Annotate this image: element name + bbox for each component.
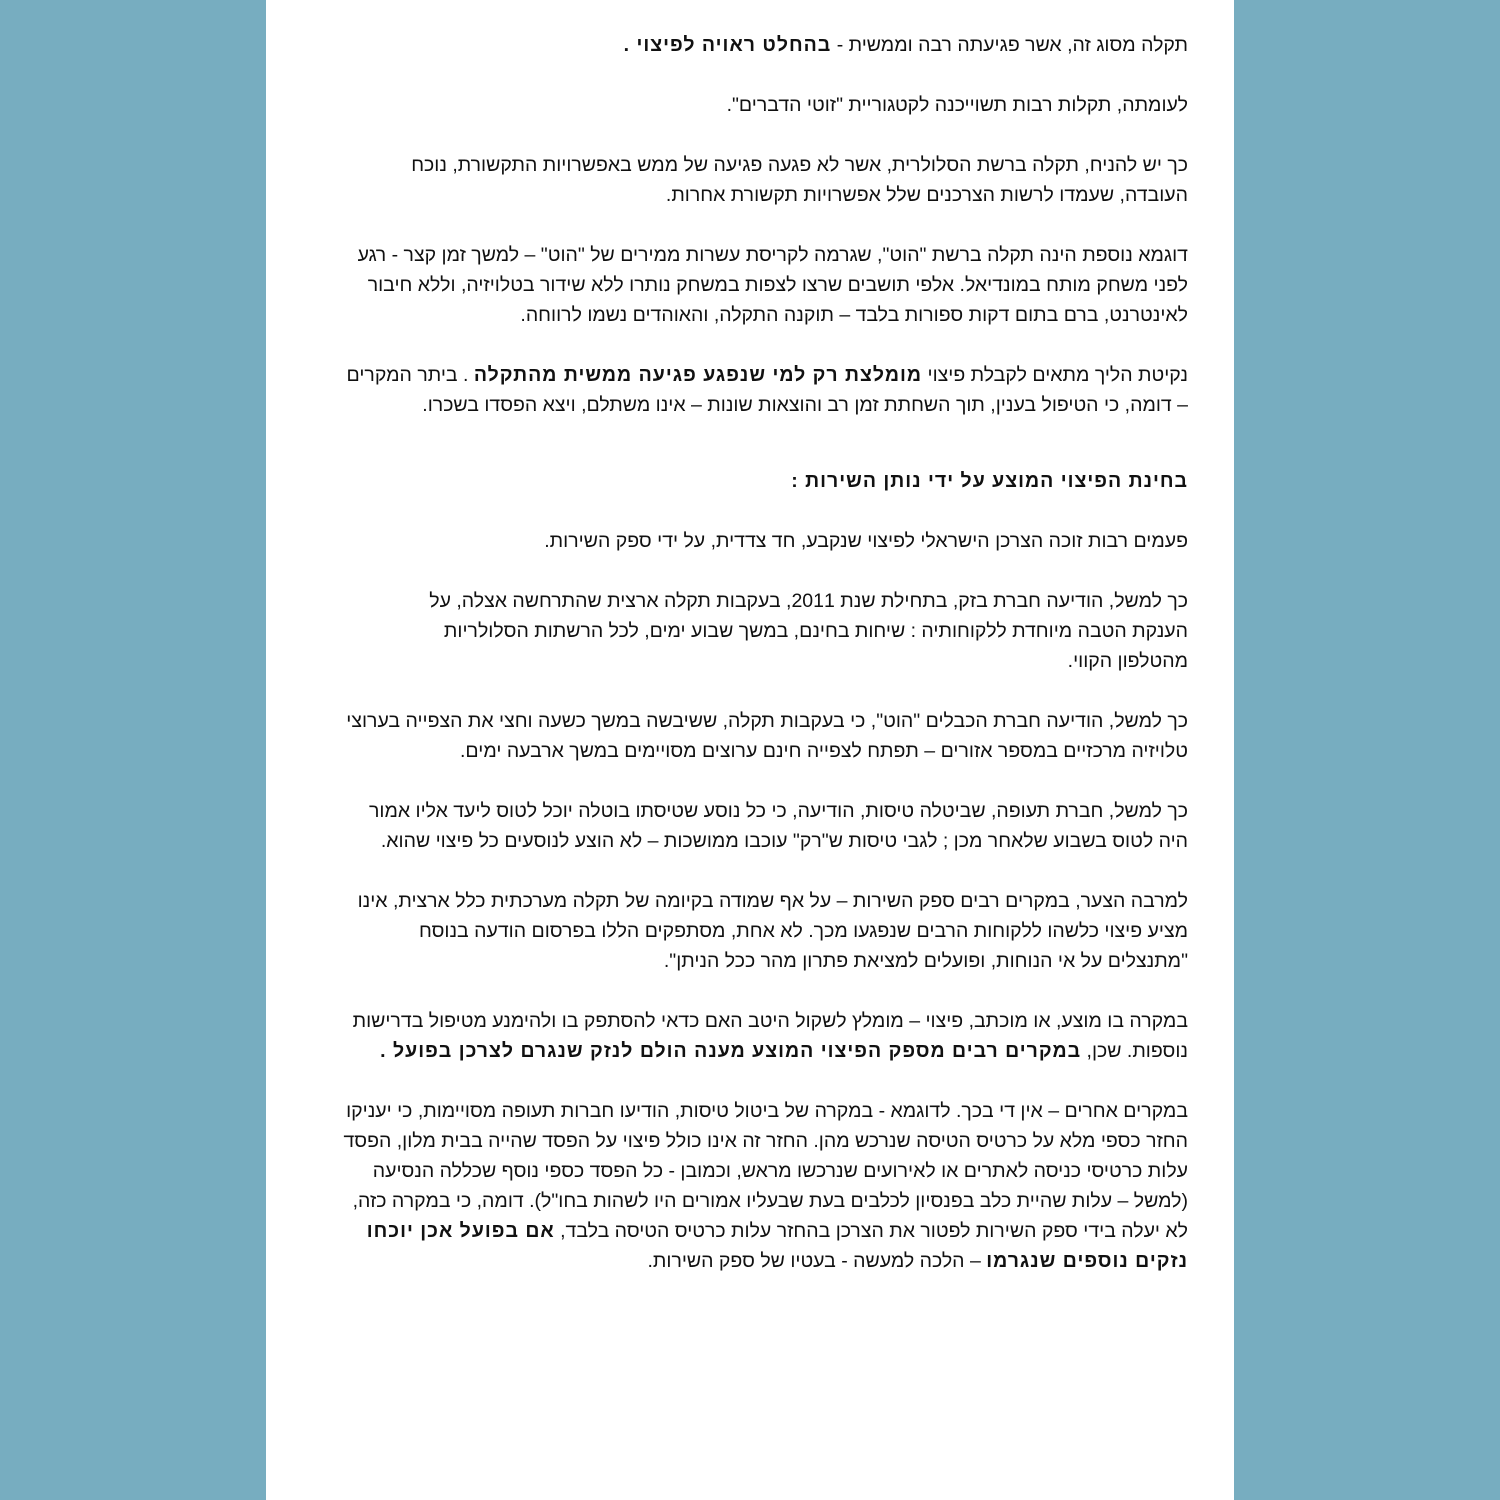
paragraph-8: כך למשל, הודיעה חברת הכבלים "הוט", כי בעקבות תקלה, ששיבשה במשך כשעה וחצי את הצפייה בערוצי טלויזיה מרכזיים במספר אזורים – תפתח לצפייה חינם ערוצים מסויימים במשך ארבעה ימים. (346, 710, 1188, 762)
paragraph-4: דוגמא נוספת הינה תקלה ברשת "הוט", שגרמה לקריסת עשרות ממירים של "הוט" – למשך זמן קצר - רגע לפני משחק מותח במונדיאל. אלפי תושבים שרצו לצפות במשחק נותרו ללא שידור בטלויזיה, וללא חיבור לאינטרנט, ברם בתום דקות ספורות בלבד – תוקנה התקלה, והאוהדים נשמו לרווחה. (357, 244, 1188, 326)
paragraph-2: לעומתה, תקלות רבות תשוייכנה לקטגוריית "זוטי הדברים". (726, 94, 1188, 116)
p5-text-end: . ביתר המקרים – דומה, כי הטיפול בענין, תוך השחתת זמן רב והוצאות שונות – אינו משתלם, ויצא הפסדו בשכרו. (346, 364, 1188, 416)
p11-bold: במקרים רבים מספק הפיצוי המוצע מענה הולם לנזק שנגרם לצרכן בפועל . (380, 1040, 1082, 1062)
p11-text: במקרה בו מוצע, או מוכתב, פיצוי – מומלץ לשקול היטב האם כדאי להסתפק בו ולהימנע מטיפול בדרישות נוספות. שכן, (352, 1010, 1188, 1062)
paragraph-5 (338, 360, 1188, 420)
paragraph-6: פעמים רבות זוכה הצרכן הישראלי לפיצוי שנקבע, חד צדדית, על ידי ספק השירות. (544, 530, 1188, 552)
document-page (266, 0, 1234, 1500)
paragraph-7-line-1: כך למשל, הודיעה חברת בזק, בתחילת שנת 2011, בעקבות תקלה ארצית שהתרחשה אצלה, על (429, 590, 1188, 612)
p12-text: במקרים אחרים – אין די בכך. לדוגמא - במקרה של ביטול טיסות, הודיעו חברות תעופה מסויימות, כי יעניקו החזר כספי מלא על כרטיס הטיסה שנרכש מהן. החזר זה אינו כולל פיצוי על הפסד שהייה בבית מלון, הפסד עלות כרטיסי כניסה לאתרים או לאירועים שנרכשו מראש, וכמובן - כל הפסד כספי נוסף שכללה הנסיעה (למשל – עלות שהיית כלב בפנסיון לכלבים בעת שבעליו אמורים היו לשהות בחו"ל). דומה, כי במקרה כזה, לא יעלה בידי ספק השירות לפטור את הצרכן בהחזר עלות כרטיס הטיסה בלבד, (343, 1100, 1188, 1242)
document-body (338, 30, 1188, 1276)
p5-bold: מומלצת רק למי שנפגע פגיעה ממשית מהתקלה (473, 364, 923, 386)
paragraph-11 (338, 1006, 1188, 1066)
p1-text: תקלה מסוג זה, אשר פגיעתה רבה וממשית - (831, 34, 1188, 56)
paragraph-7-line-3: מהטלפון הקווי. (1067, 650, 1188, 672)
section-heading: בחינת הפיצוי המוצע על ידי נותן השירות : (791, 470, 1188, 492)
paragraph-9: כך למשל, חברת תעופה, שביטלה טיסות, הודיעה, כי כל נוסע שטיסתו בוטלה יוכל לטוס ליעד אליו אמור היה לטוס בשבוע שלאחר מכן ; לגבי טיסות ש"רק" עוכבו ממושכות – לא הוצע לנוסעים כל פיצוי שהוא. (368, 800, 1188, 852)
p1-bold: בהחלט ראויה לפיצוי . (623, 34, 832, 56)
p12-text-end: – הלכה למעשה - בעטיו של ספק השירות. (647, 1250, 987, 1272)
p5-text: נקיטת הליך מתאים לקבלת פיצוי (922, 364, 1188, 386)
paragraph-10: למרבה הצער, במקרים רבים ספק השירות – על אף שמודה בקיומה של תקלה מערכתית כלל ארצית, אינו מציע פיצוי כלשהו ללקוחות הרבים שנפגעו מכך. לא אחת, מסתפקים הללו בפרסום הודעה בנוסח "מתנצלים על אי הנוחות, ופועלים למציאת פתרון מהר ככל הניתן". (357, 890, 1188, 972)
paragraph-12 (338, 1096, 1188, 1276)
paragraph-1 (338, 30, 1188, 60)
p12-bold: אם בפועל אכן יוכחו נזקים נוספים שנגרמו (366, 1220, 1188, 1272)
paragraph-7-line-2: הענקת הטבה מיוחדת ללקוחותיה : שיחות בחינם, במשך שבוע ימים, לכל הרשתות הסלולריות (443, 620, 1188, 642)
paragraph-3: כך יש להניח, תקלה ברשת הסלולרית, אשר לא פגעה פגיעה של ממש באפשרויות התקשורת, נוכח העובדה, שעמדו לרשות הצרכנים שלל אפשרויות תקשורת אחרות. (411, 154, 1188, 206)
